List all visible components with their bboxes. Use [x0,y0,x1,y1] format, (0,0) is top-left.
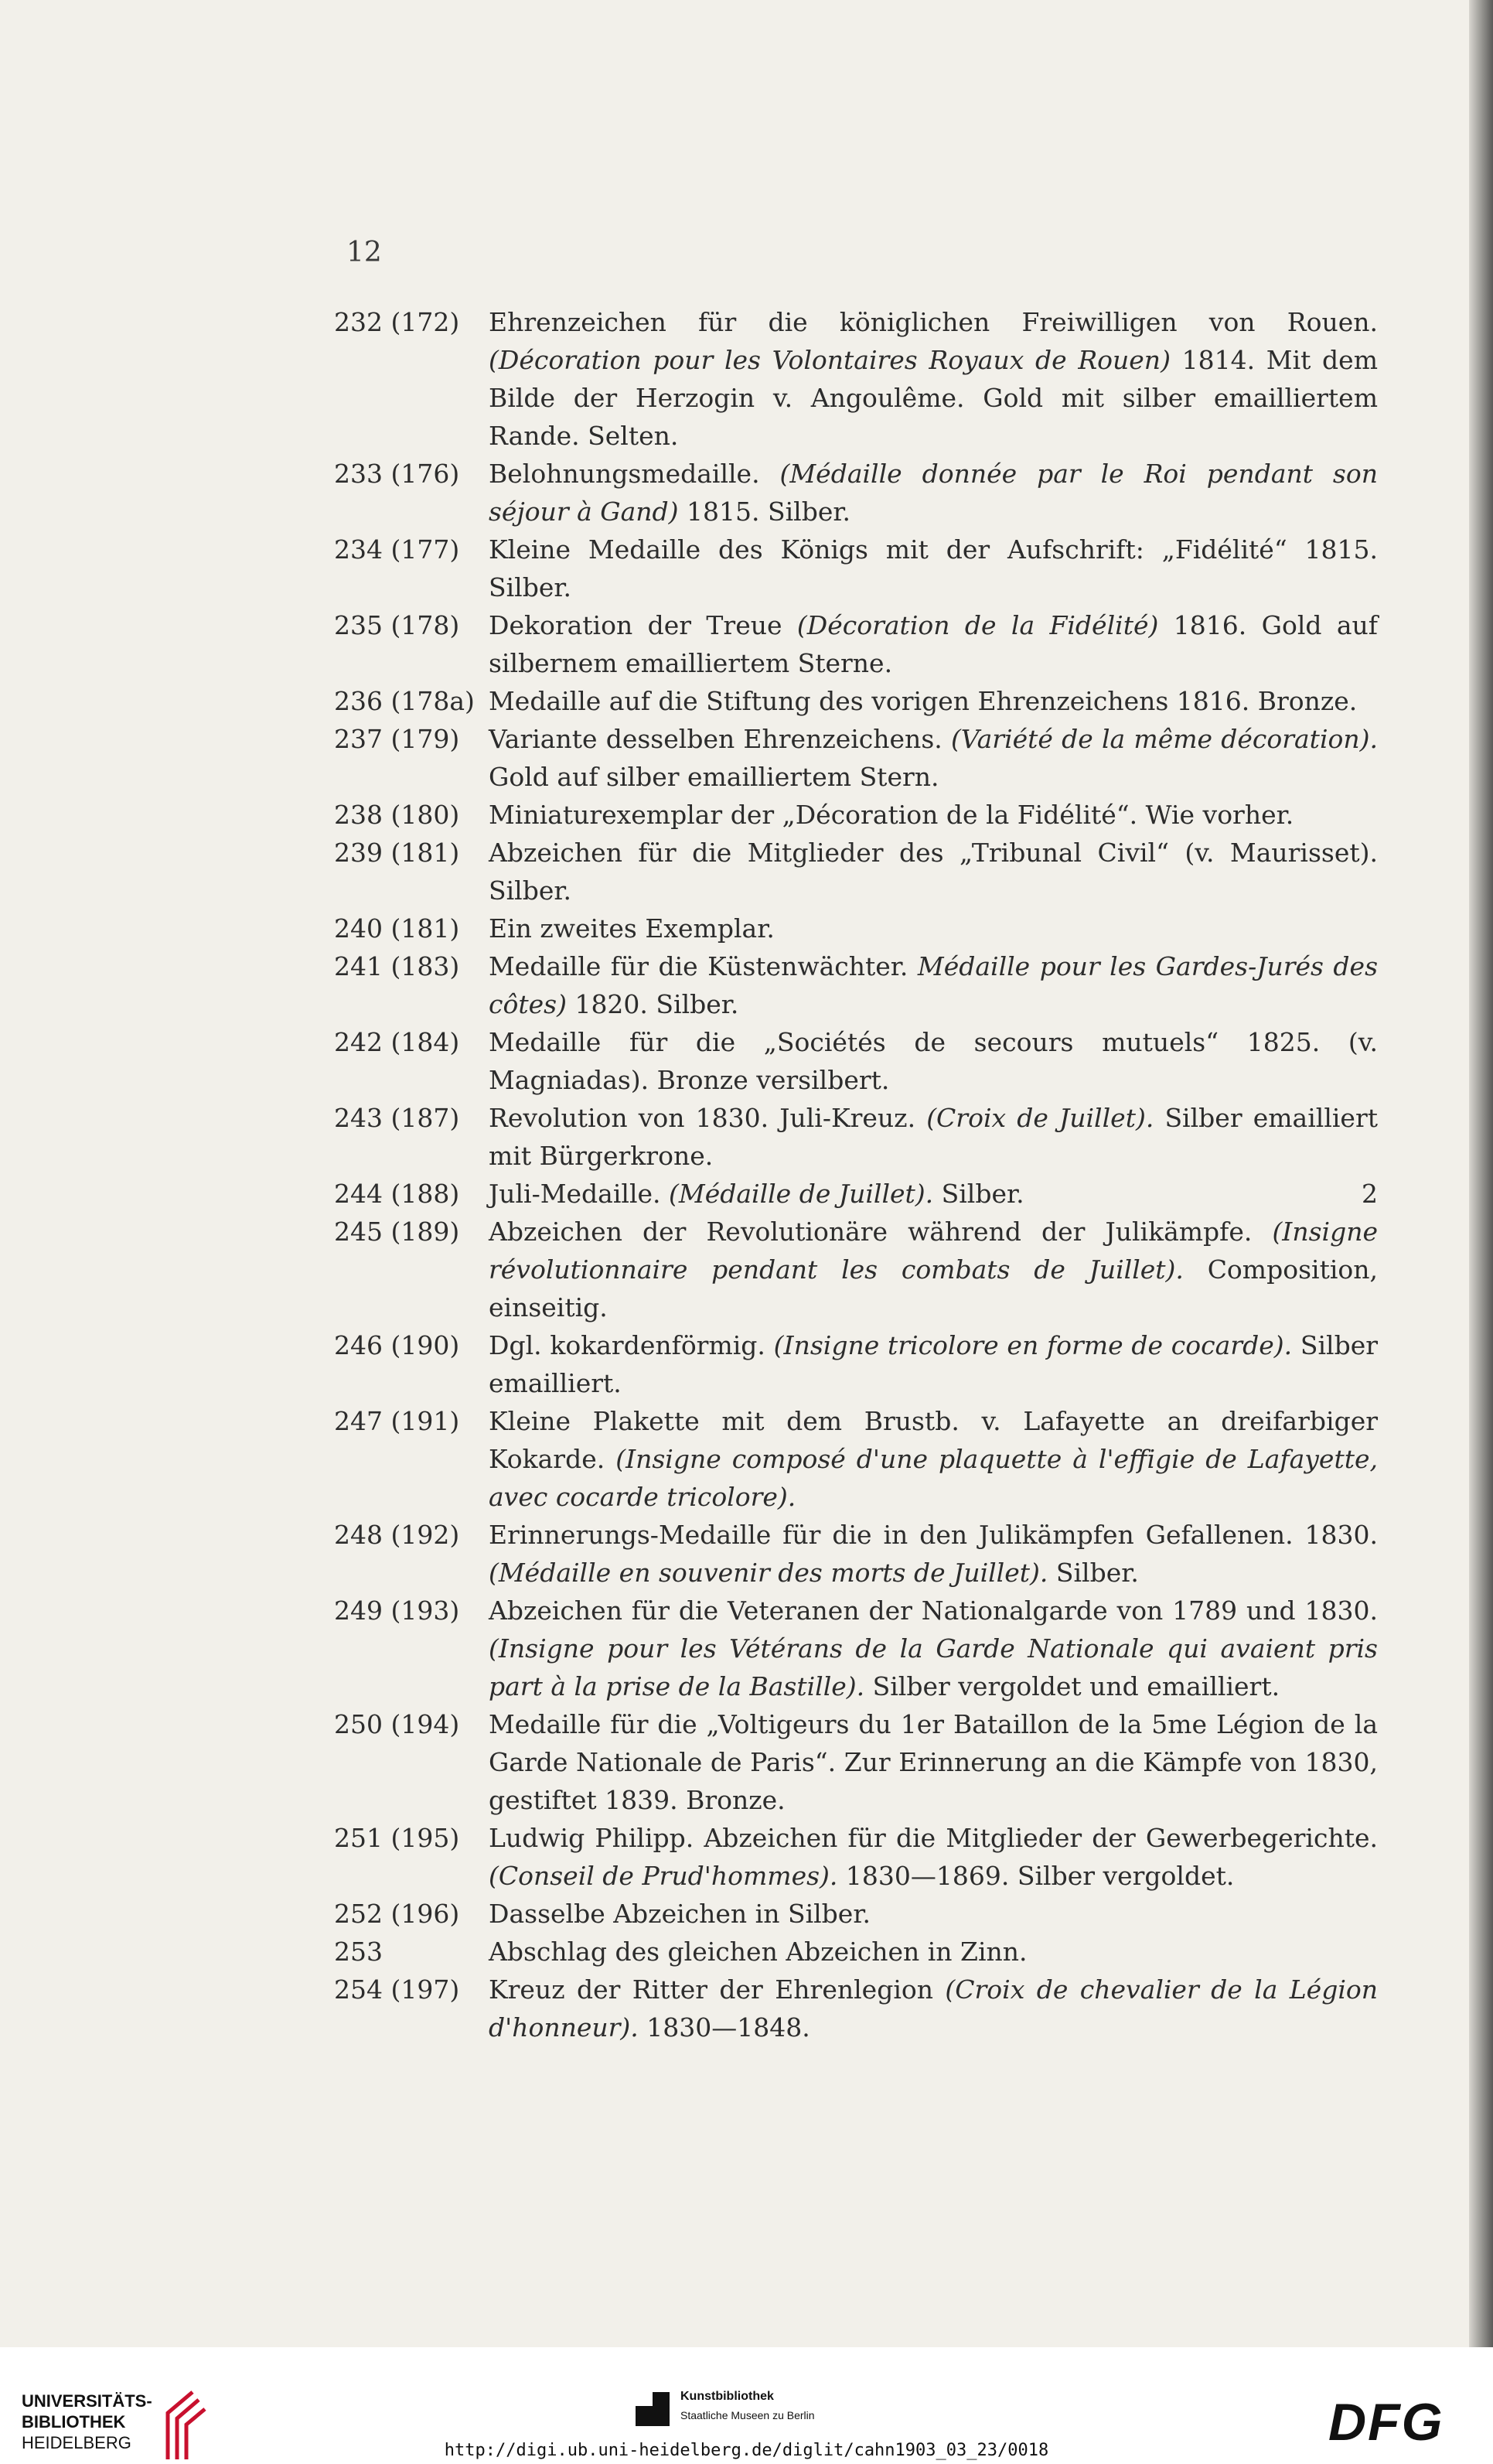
entry-text: 1815. Silber. [678,497,851,527]
entry-text: Kleine Plakette mit dem Brustb. v. Lafayette an dreifarbiger Kokarde. [489,1406,1378,1474]
entry-number: 252 (196) [334,1899,460,1929]
entry-number: 241 (183) [334,951,460,981]
catalogue-entry [334,1402,1386,1516]
entry-number: 235 (178) [334,610,460,640]
entry-description [489,1933,1378,1971]
french-title: (Décoration pour les Volontaires Royaux de Rouen) [489,345,1171,375]
french-title: (Insigne révolutionnaire pendant les combats de Juillet). [489,1217,1378,1285]
french-title: (Insigne pour les Vétérans de la Garde Nationale qui avaient pris part à la prise de la Bastille). [489,1633,1378,1701]
entry-number: 251 (195) [334,1823,460,1853]
catalogue-entry [334,1933,1386,1971]
catalogue-entry [334,1705,1386,1819]
entry-text: 1820. Silber. [566,989,739,1019]
entry-description [489,606,1378,682]
catalogue-entry [334,1326,1386,1402]
entry-number: 242 (184) [334,1027,460,1057]
kunstbibliothek-logo[interactable] [636,2387,815,2426]
entry-number: 239 (181) [334,838,460,868]
entry-text: Abzeichen der Revolutionäre während der Julikämpfe. [489,1217,1273,1247]
catalogue-entry [334,606,1386,682]
permalink-url[interactable]: http://digi.ub.uni-heidelberg.de/diglit/cahn1903_03_23/0018 [444,2441,1049,2460]
entry-description [489,1971,1378,2046]
catalogue-entry [334,796,1386,834]
entry-description [489,947,1378,1023]
french-title: (Médaille donnée par le Roi pendant son séjour à Gand) [489,459,1378,527]
entry-text: Medaille für die „Voltigeurs du 1er Bataillon de la 5me Légion de la Garde Nationale de Paris“. Zur Erinnerung an die Kämpfe von 1830, gestiftet 1839. Bronze. [489,1709,1378,1815]
french-title: (Médaille en souvenir des morts de Juillet). [489,1558,1048,1588]
catalogue-entry [334,1895,1386,1933]
entry-text: Silber emailliert. [489,1330,1378,1398]
catalogue-entry [334,834,1386,909]
entry-text: Juli-Medaille. [489,1179,670,1209]
entry-text: 1830—1869. Silber vergoldet. [837,1861,1235,1891]
entry-description [489,720,1378,796]
page-number: 12 [346,237,382,268]
french-title: (Conseil de Prud'hommes). [489,1861,838,1891]
catalogue-entry [334,720,1386,796]
entry-description [489,1895,1378,1933]
entry-description [489,909,1378,947]
entry-description [489,1705,1378,1819]
entry-number: 249 (193) [334,1595,460,1626]
entry-text: Medaille für die Küstenwächter. [489,951,918,981]
catalogue-entry [334,303,1386,455]
catalogue-entry [334,1516,1386,1592]
entry-text: Abzeichen für die Veteranen der Nationalgarde von 1789 und 1830. [489,1595,1378,1626]
entry-number: 250 (194) [334,1709,460,1739]
catalogue-entry [334,455,1386,531]
kunstbibliothek-subtitle: Staatliche Museen zu Berlin [680,2409,815,2421]
entry-text: Ehrenzeichen für die königlichen Freiwilligen von Rouen. [489,307,1378,337]
entry-description [489,1592,1378,1705]
entry-number: 238 (180) [334,800,460,830]
entry-text: Medaille für die „Sociétés de secours mutuels“ 1825. (v. Magniadas). Bronze versilbert. [489,1027,1378,1095]
entry-number: 237 (179) [334,724,460,754]
entry-description [489,682,1378,720]
catalogue-entry [334,682,1386,720]
entry-description [489,1819,1378,1895]
entry-text: Medaille auf die Stiftung des vorigen Ehrenzeichens 1816. Bronze. [489,686,1358,716]
entry-text: 1814. Mit dem Bilde der Herzogin v. Angoulême. Gold mit silber emailliertem Rande. Selten. [489,345,1379,451]
entry-text: Variante desselben Ehrenzeichens. [489,724,951,754]
entry-description [489,1516,1378,1592]
entry-number: 246 (190) [334,1330,460,1360]
entry-text: Gold auf silber emailliertem Stern. [489,762,939,792]
french-title: (Croix de Juillet). [926,1103,1154,1133]
entry-text: Ludwig Philipp. Abzeichen für die Mitglieder der Gewerbegerichte. [489,1823,1378,1853]
entry-text: Silber. [933,1179,1024,1209]
entry-text: 1816. Gold auf silbernem emailliertem Sterne. [489,610,1379,678]
french-title: (Médaille de Juillet). [669,1179,934,1209]
entry-text: Composition, einseitig. [489,1254,1379,1322]
catalogue-entry [334,1213,1386,1326]
dfg-logo[interactable]: DFG [1328,2393,1444,2452]
page-edge-shadow [1469,0,1493,2359]
library-name-line2: BIBLIOTHEK [22,2412,126,2432]
entry-text: Kleine Medaille des Königs mit der Aufschrift: „Fidélité“ 1815. Silber. [489,534,1378,602]
catalogue-entry [334,1023,1386,1099]
entry-text: Dasselbe Abzeichen in Silber. [489,1899,871,1929]
kunstbibliothek-icon [636,2392,670,2426]
entry-description [489,1213,1378,1326]
entry-text: Belohnungsmedaille. [489,459,780,489]
catalogue-entry [334,531,1386,606]
french-title: Médaille pour les Gardes-Jurés des côtes) [489,951,1379,1019]
entry-description [489,1326,1378,1402]
catalogue-entry [334,1819,1386,1895]
entry-number: 236 (178a) [334,686,475,716]
entry-description [489,455,1378,531]
entry-number: 233 (176) [334,459,460,489]
entry-description [489,1175,1378,1213]
french-title: (Insigne composé d'une plaquette à l'effigie de Lafayette, avec cocarde tricolore). [489,1444,1378,1512]
entry-number: 248 (192) [334,1520,460,1550]
entry-number: 232 (172) [334,307,460,337]
entry-number: 234 (177) [334,534,460,565]
entry-description [489,1099,1378,1175]
entry-number: 254 (197) [334,1974,460,2005]
entry-text: Ein zweites Exemplar. [489,913,775,944]
footer-bar [0,2347,1493,2464]
french-title: (Croix de chevalier de la Légion d'honneur). [489,1974,1379,2043]
entry-text: Dekoration der Treue [489,610,797,640]
french-title: (Variété de la même décoration). [950,724,1378,754]
entry-text: 1830—1848. [638,2012,810,2043]
catalogue-entry [334,909,1386,947]
entry-text: Kreuz der Ritter der Ehrenlegion [489,1974,946,2005]
french-title: (Décoration de la Fidélité) [796,610,1159,640]
entry-description [489,1402,1378,1516]
catalogue-entry [334,1175,1386,1213]
entry-description [489,303,1378,455]
entry-text: Abzeichen für die Mitglieder des „Tribunal Civil“ (v. Maurisset). Silber. [489,838,1378,906]
entry-number: 243 (187) [334,1103,460,1133]
entry-number: 253 [334,1937,383,1967]
library-name-line3: HEIDELBERG [22,2433,131,2452]
catalogue-entries [334,303,1386,2046]
entry-description [489,796,1378,834]
entry-description [489,1023,1378,1099]
entry-text: Miniaturexemplar der „Décoration de la Fidélité“. Wie vorher. [489,800,1294,830]
catalogue-entry [334,1099,1386,1175]
catalogue-entry [334,1971,1386,2046]
entry-text: Silber vergoldet und emailliert. [864,1671,1280,1701]
entry-text: Revolution von 1830. Juli-Kreuz. [489,1103,927,1133]
entry-text: Abschlag des gleichen Abzeichen in Zinn. [489,1937,1028,1967]
entry-text: Silber emailliert mit Bürgerkrone. [489,1103,1378,1171]
library-name-line1: UNIVERSITÄTS- [22,2391,152,2411]
entry-description [489,531,1378,606]
catalogue-entry [334,947,1386,1023]
french-title: (Insigne tricolore en forme de cocarde). [773,1330,1293,1360]
marginal-number: 2 [1362,1179,1378,1209]
kunstbibliothek-title: Kunstbibliothek [680,2390,774,2403]
entry-text: Silber. [1048,1558,1139,1588]
entry-description [489,834,1378,909]
catalogue-entry [334,1592,1386,1705]
entry-text: Dgl. kokardenförmig. [489,1330,774,1360]
entry-text: Erinnerungs-Medaille für die in den Julikämpfen Gefallenen. 1830. [489,1520,1378,1550]
entry-number: 247 (191) [334,1406,460,1436]
entry-number: 244 (188) [334,1179,460,1209]
entry-number: 240 (181) [334,913,460,944]
entry-number: 245 (189) [334,1217,460,1247]
